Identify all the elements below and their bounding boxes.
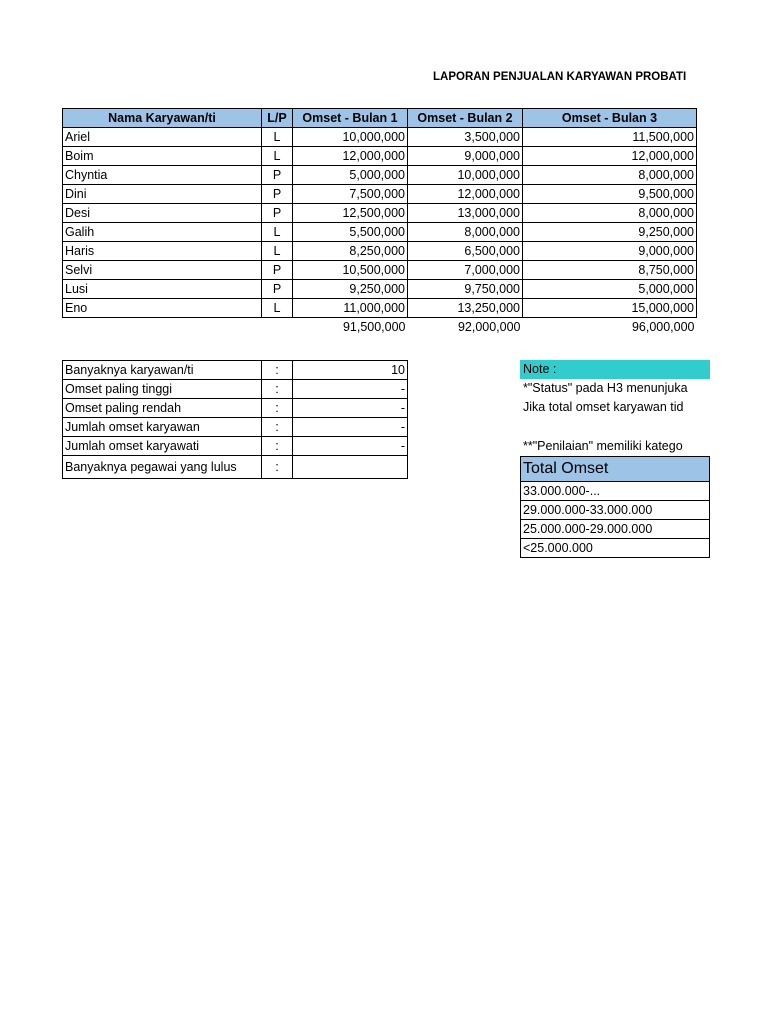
summary-value[interactable]: - bbox=[293, 418, 408, 437]
omset-category-cell[interactable]: <25.000.000 bbox=[521, 539, 710, 558]
header-month-1[interactable]: Omset - Bulan 1 bbox=[293, 109, 408, 128]
cell-month-2[interactable]: 10,000,000 bbox=[408, 166, 523, 185]
cell-name[interactable]: Ariel bbox=[63, 128, 262, 147]
cell-month-2[interactable]: 6,500,000 bbox=[408, 242, 523, 261]
summary-separator[interactable]: : bbox=[262, 361, 293, 380]
total-month-1[interactable]: 91,500,000 bbox=[342, 320, 406, 334]
cell-name[interactable]: Boim bbox=[63, 147, 262, 166]
cell-lp[interactable]: L bbox=[262, 128, 293, 147]
summary-value[interactable]: 10 bbox=[293, 361, 408, 380]
totals-blank-cell[interactable] bbox=[63, 318, 262, 337]
header-name[interactable]: Nama Karyawan/ti bbox=[63, 109, 262, 128]
cell-month-3[interactable]: 8,750,000 bbox=[523, 261, 697, 280]
cell-lp[interactable]: L bbox=[262, 147, 293, 166]
cell-month-2[interactable]: 13,000,000 bbox=[408, 204, 523, 223]
omset-category-row bbox=[521, 501, 710, 520]
table-row bbox=[63, 242, 697, 261]
cell-lp[interactable]: L bbox=[262, 242, 293, 261]
total-omset-table bbox=[520, 456, 710, 558]
totals-row bbox=[63, 318, 697, 337]
report-title: LAPORAN PENJUALAN KARYAWAN PROBATI bbox=[433, 71, 687, 83]
total-omset-header[interactable]: Total Omset bbox=[521, 457, 710, 482]
omset-category-cell[interactable]: 25.000.000-29.000.000 bbox=[521, 520, 710, 539]
cell-name[interactable]: Selvi bbox=[63, 261, 262, 280]
note-line-status[interactable]: *"Status" pada H3 menunjuka bbox=[523, 381, 688, 395]
table-row bbox=[63, 223, 697, 242]
summary-value[interactable]: - bbox=[293, 437, 408, 456]
cell-lp[interactable]: P bbox=[262, 261, 293, 280]
cell-month-1[interactable]: 7,500,000 bbox=[293, 185, 408, 204]
header-lp[interactable]: L/P bbox=[262, 109, 293, 128]
cell-month-3[interactable]: 12,000,000 bbox=[523, 147, 697, 166]
cell-month-2[interactable]: 8,000,000 bbox=[408, 223, 523, 242]
sales-table bbox=[62, 108, 697, 336]
summary-label[interactable]: Banyaknya pegawai yang lulus bbox=[63, 456, 262, 479]
summary-row bbox=[63, 361, 408, 380]
cell-lp[interactable]: P bbox=[262, 166, 293, 185]
cell-name[interactable]: Eno bbox=[63, 299, 262, 318]
omset-category-row bbox=[521, 520, 710, 539]
cell-month-3[interactable]: 15,000,000 bbox=[523, 299, 697, 318]
summary-row bbox=[63, 456, 408, 479]
cell-name[interactable]: Haris bbox=[63, 242, 262, 261]
table-row bbox=[63, 147, 697, 166]
cell-month-1[interactable]: 12,000,000 bbox=[293, 147, 408, 166]
cell-month-2[interactable]: 9,000,000 bbox=[408, 147, 523, 166]
cell-lp[interactable]: P bbox=[262, 204, 293, 223]
summary-label[interactable]: Banyaknya karyawan/ti bbox=[63, 361, 262, 380]
cell-name[interactable]: Galih bbox=[63, 223, 262, 242]
cell-month-1[interactable]: 12,500,000 bbox=[293, 204, 408, 223]
summary-label[interactable]: Omset paling tinggi bbox=[63, 380, 262, 399]
cell-name[interactable]: Lusi bbox=[63, 280, 262, 299]
cell-month-2[interactable]: 12,000,000 bbox=[408, 185, 523, 204]
summary-separator[interactable]: : bbox=[262, 437, 293, 456]
summary-row bbox=[63, 399, 408, 418]
cell-name[interactable]: Chyntia bbox=[63, 166, 262, 185]
table-row bbox=[63, 299, 697, 318]
cell-month-3[interactable]: 8,000,000 bbox=[523, 166, 697, 185]
cell-month-1[interactable]: 5,500,000 bbox=[293, 223, 408, 242]
cell-month-3[interactable]: 5,000,000 bbox=[523, 280, 697, 299]
note-line-threshold[interactable]: Jika total omset karyawan tid bbox=[523, 400, 684, 414]
total-month-2[interactable]: 92,000,000 bbox=[457, 320, 521, 334]
header-month-3[interactable]: Omset - Bulan 3 bbox=[523, 109, 697, 128]
table-row bbox=[63, 166, 697, 185]
cell-name[interactable]: Desi bbox=[63, 204, 262, 223]
header-month-2[interactable]: Omset - Bulan 2 bbox=[408, 109, 523, 128]
omset-category-cell[interactable]: 29.000.000-33.000.000 bbox=[521, 501, 710, 520]
summary-label[interactable]: Omset paling rendah bbox=[63, 399, 262, 418]
cell-month-3[interactable]: 8,000,000 bbox=[523, 204, 697, 223]
totals-blank-cell[interactable] bbox=[262, 318, 293, 337]
table-row bbox=[63, 185, 697, 204]
table-row bbox=[63, 261, 697, 280]
summary-separator[interactable]: : bbox=[262, 380, 293, 399]
omset-category-cell[interactable]: 33.000.000-... bbox=[521, 482, 710, 501]
summary-value[interactable]: - bbox=[293, 380, 408, 399]
summary-separator[interactable]: : bbox=[262, 456, 293, 479]
cell-month-1[interactable]: 11,000,000 bbox=[293, 299, 408, 318]
cell-lp[interactable]: P bbox=[262, 185, 293, 204]
cell-name[interactable]: Dini bbox=[63, 185, 262, 204]
table-row bbox=[63, 280, 697, 299]
note-line-penilaian[interactable]: **"Penilaian" memiliki katego bbox=[523, 439, 683, 453]
summary-value[interactable] bbox=[293, 456, 408, 479]
cell-month-3[interactable]: 9,250,000 bbox=[523, 223, 697, 242]
total-month-3[interactable]: 96,000,000 bbox=[631, 320, 695, 334]
summary-separator[interactable]: : bbox=[262, 399, 293, 418]
table-header-row bbox=[63, 109, 697, 128]
cell-month-1[interactable]: 8,250,000 bbox=[293, 242, 408, 261]
cell-month-1[interactable]: 9,250,000 bbox=[293, 280, 408, 299]
table-row bbox=[63, 128, 697, 147]
summary-value[interactable]: - bbox=[293, 399, 408, 418]
cell-month-1[interactable]: 5,000,000 bbox=[293, 166, 408, 185]
cell-lp[interactable]: L bbox=[262, 299, 293, 318]
cell-month-2[interactable]: 13,250,000 bbox=[408, 299, 523, 318]
summary-row bbox=[63, 380, 408, 399]
cell-month-1[interactable]: 10,500,000 bbox=[293, 261, 408, 280]
cell-month-2[interactable]: 9,750,000 bbox=[408, 280, 523, 299]
summary-row bbox=[63, 418, 408, 437]
cell-month-3[interactable]: 9,000,000 bbox=[523, 242, 697, 261]
summary-label[interactable]: Jumlah omset karyawati bbox=[63, 437, 262, 456]
cell-month-2[interactable]: 7,000,000 bbox=[408, 261, 523, 280]
summary-label[interactable]: Jumlah omset karyawan bbox=[63, 418, 262, 437]
summary-table bbox=[62, 360, 408, 479]
summary-separator[interactable]: : bbox=[262, 418, 293, 437]
table-row bbox=[63, 204, 697, 223]
cell-month-3[interactable]: 9,500,000 bbox=[523, 185, 697, 204]
cell-month-2[interactable]: 3,500,000 bbox=[408, 128, 523, 147]
cell-lp[interactable]: P bbox=[262, 280, 293, 299]
omset-category-row bbox=[521, 482, 710, 501]
note-heading[interactable]: Note : bbox=[520, 360, 710, 379]
omset-category-row bbox=[521, 539, 710, 558]
cell-month-1[interactable]: 10,000,000 bbox=[293, 128, 408, 147]
cell-lp[interactable]: L bbox=[262, 223, 293, 242]
summary-row bbox=[63, 437, 408, 456]
cell-month-3[interactable]: 11,500,000 bbox=[523, 128, 697, 147]
